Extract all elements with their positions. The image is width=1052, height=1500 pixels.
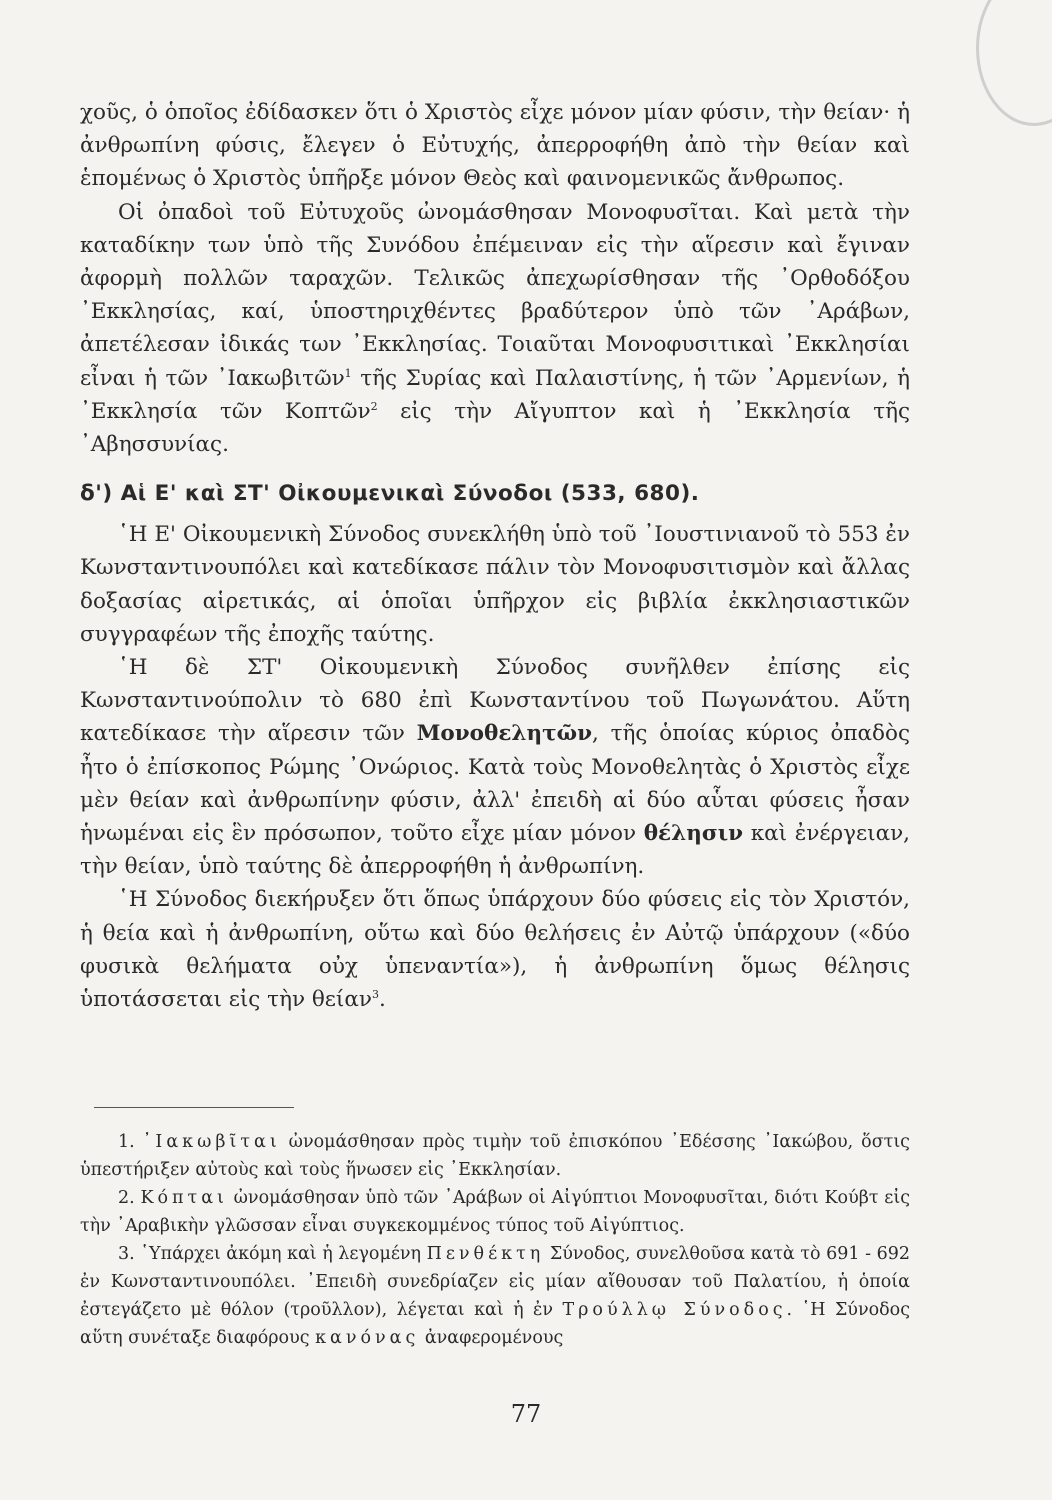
- paragraph-3: ῾Η Ε' Οἰκουμενικὴ Σύνοδος συνεκλήθη ὑπὸ τοῦ ᾿Ιουστινιανοῦ τὸ 553 ἐν Κωνσταντινουπόλει καὶ κατεδίκασε πάλιν τὸν Μονοφυσιτισμὸν καὶ ἄλλας δοξασίας αἱρετικάς, αἱ ὁποῖαι ὑπῆρχον εἰς βιβλία ἐκκλησιαστικῶν συγγραφέων τῆς ἐποχῆς ταύτης.: [80, 522, 910, 647]
- footnote-1: 1. ᾿Ιακωβῖται ὠνομάσθησαν πρὸς τιμὴν τοῦ ἐπισκόπου ᾿Εδέσσης ᾿Ιακώβου, ὅστις ὑπεστήριξεν αὐτοὺς καὶ τοὺς ἥνωσεν εἰς ᾿Εκκλησίαν.: [80, 1132, 910, 1180]
- footnote-ref-1[interactable]: 1: [344, 366, 352, 380]
- library-stamp: [976, 0, 1052, 126]
- section-heading: δ') Αἱ Ε' καὶ ΣΤ' Οἰκουμενικαὶ Σύνοδοι (533, 680).: [80, 481, 700, 507]
- footnote-ref-2[interactable]: 2: [370, 399, 378, 413]
- term-monothelites: Μονοθελητῶν: [416, 721, 592, 747]
- footnote-ref-3[interactable]: 3: [371, 987, 379, 1001]
- paragraph-5: ῾Η Σύνοδος διεκήρυξεν ὅτι ὅπως ὑπάρχουν δύο φύσεις εἰς τὸν Χριστόν, ἡ θεία καὶ ἡ ἀνθρωπίνη, οὕτω καὶ δύο θελήσεις ἐν Αὐτῷ ὑπάρχουν («δύο φυσικὰ θελήματα οὐχ ὑπεναντία»), ἡ ἀνθρωπίνη ὅμως θέλησις ὑποτάσσεται εἰς τὴν θείαν$^3$.: [80, 887, 910, 1013]
- footnote-2: 2. Κόπται ὠνομάσθησαν ὑπὸ τῶν ᾿Αράβων οἱ Αἰγύπτιοι Μονοφυσῖται, διότι Κούβτ εἰς τὴν ᾿Αραβικὴν γλῶσσαν εἶναι συγκεκομμένος τύπος τοῦ Αἰγύπτιος.: [80, 1188, 910, 1236]
- paragraph-1: χοῦς, ὁ ὁποῖος ἐδίδασκεν ὅτι ὁ Χριστὸς εἶχε μόνον μίαν φύσιν, τὴν θείαν· ἡ ἀνθρωπίνη φύσις, ἔλεγεν ὁ Εὐτυχής, ἀπερροφήθη ἀπὸ τὴν θείαν καὶ ἑπομένως ὁ Χριστὸς ὑπῆρξε μόνον Θεὸς καὶ φαινομενικῶς ἄνθρωπος.: [80, 100, 910, 192]
- main-text: [80, 96, 910, 1016]
- page-number: 77: [510, 1400, 542, 1428]
- term-thelesis: θέλησιν: [643, 821, 744, 847]
- paragraph-2: Οἱ ὀπαδοὶ τοῦ Εὐτυχοῦς ὠνομάσθησαν Μονοφυσῖται. Καὶ μετὰ τὴν καταδίκην των ὑπὸ τῆς Συνόδου ἐπέμειναν εἰς τὴν αἵρεσιν καὶ ἔγιναν ἀφορμὴ πολλῶν ταραχῶν. Τελικῶς ἀπεχωρίσθησαν τῆς ᾿Ορθοδόξου ᾿Εκκλησίας, καί, ὑποστηριχθέντες βραδύτερον ὑπὸ τῶν ᾿Αράβων, ἀπετέλεσαν ἰδικάς των ᾿Εκκλησίας. Τοιαῦται Μονοφυσιτικαὶ ᾿Εκκλησίαι εἶναι ἡ τῶν ᾿Ιακωβιτῶν$^1$ τῆς Συρίας καὶ Παλαιστίνης, ἡ τῶν ᾿Αρμενίων, ἡ ᾿Εκκλησία τῶν Κοπτῶν$^2$ εἰς τὴν Αἴγυπτον καὶ ἡ ᾿Εκκλησία τῆς ᾿Αβησσυνίας.: [80, 199, 911, 458]
- footnotes: [80, 1128, 910, 1352]
- paragraph-4: ῾Η δὲ ΣΤ' Οἰκουμενικὴ Σύνοδος συνῆλθεν ἐπίσης εἰς Κωνσταντινούπολιν τὸ 680 ἐπὶ Κωνσταντίνου τοῦ Πωγωνάτου. Αὕτη κατεδίκασε τὴν αἵρεσιν τῶν Μονοθελητῶν, τῆς ὁποίας κύριος ὀπαδὸς ἦτο ὁ ἐπίσκοπος Ρώμης ᾿Ονώριος. Κατὰ τοὺς Μονοθελητὰς ὁ Χριστὸς εἶχε μὲν θείαν καὶ ἀνθρωπίνην φύσιν, ἀλλ' ἐπειδὴ αἱ δύο αὗται φύσεις ἦσαν ἡνωμέναι εἰς ἓν πρόσωπον, τοῦτο εἶχε μίαν μόνον θέλησιν καὶ ἐνέργειαν, τὴν θείαν, ὑπὸ ταύτης δὲ ἀπερροφήθη ἡ ἀνθρωπίνη.: [80, 655, 911, 880]
- footnote-3: 3. ῾Υπάρχει ἀκόμη καὶ ἡ λεγομένη Πενθέκτη Σύνοδος, συνελθοῦσα κατὰ τὸ 691 - 692 ἐν Κωνσταντινουπόλει. ᾿Επειδὴ συνεδρίαζεν εἰς μίαν αἴθουσαν τοῦ Παλατίου, ἡ ὁποία ἐστεγάζετο μὲ θόλον (τροῦλλον), λέγεται καὶ ἡ ἐν Τρούλλῳ Σύνοδος. ῾Η Σύνοδος αὕτη συνέταξε διαφόρους κανόνας ἀναφερομένους: [80, 1244, 910, 1348]
- footnote-divider: [94, 1107, 294, 1108]
